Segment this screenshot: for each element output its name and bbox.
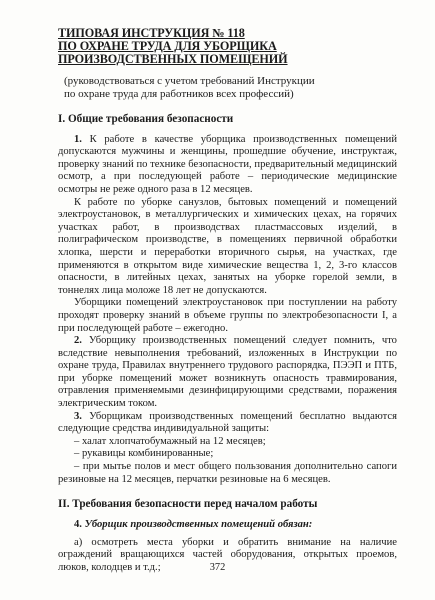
title-line: ПО ОХРАНЕ ТРУДА ДЛЯ УБОРЩИКА (58, 39, 277, 54)
list-item: – рукавицы комбинированные; (74, 448, 214, 460)
paragraph-number: 2. (74, 335, 82, 347)
document-subtitle (64, 75, 397, 101)
paragraph-number: 1. (74, 133, 82, 145)
paragraph: К работе по уборке санузлов, бытовых помещений и помещений электроустановок, в металлургических и химических цехах, на горячих участках работ, в производствах пластмассовых изделий, в полиграфическом производстве, в помещениях первичной обработки хлопка, шерсти и переработки вторичного сырья, на участках, где применяются в открытом виде химические вещества 1, 2, 3-го классов опасности, в литейных цехах, занятых на уборке горелой земли, в тоннелях лица моложе 18 лет не допускаются. (58, 196, 397, 296)
paragraph-text: Уборщику производственных помещений следует помнить, что вследствие невыполнения требований, изложенных в Инструкции по охране труда, Правилах внутреннего трудового распорядка, ПЭЭП и ПТБ, при уборке помещений может возникнуть опасность травмирования, отравления применяемыми дезинфицирующими средствами, поражения электрическим током. (58, 335, 397, 410)
section-heading: II. Требования безопасности перед началом работы (58, 498, 318, 511)
list-item: – халат хлопчатобумажный на 12 месяцев; (74, 435, 266, 447)
paragraph (58, 411, 397, 436)
title-line: ТИПОВАЯ ИНСТРУКЦИЯ № 118 (58, 26, 245, 40)
list-item: – при мытье полов и мест общего пользования дополнительно сапоги резиновые на 12 месяцев, перчатки резиновые на 6 месяцев. (58, 461, 397, 485)
document-title (58, 27, 397, 67)
paragraph: Уборщики помещений электроустановок при поступлении на работу проходят проверку знаний в объеме группы по электробезопасности I, а при последующей работе – ежегодно. (58, 297, 397, 334)
paragraph (58, 519, 397, 532)
paragraph-text: Уборщикам производственных помещений бесплатно выдаются следующие средства индивидуальной защиты: (58, 410, 397, 435)
title-line: ПРОИЗВОДСТВЕННЫХ ПОМЕЩЕНИЙ (58, 52, 288, 67)
paragraph: а) осмотреть места уборки и обратить внимание на наличие ограждений вращающихся частей оборудования, открытых проемов, люков, колодцев и т.д.; (58, 536, 397, 574)
section-heading: I. Общие требования безопасности (58, 112, 234, 125)
paragraph-number: 4. (74, 519, 82, 531)
paragraph (58, 134, 397, 197)
paragraph-text: К работе в качестве уборщика производственных помещений допускаются мужчины и женщины, прошедшие обучение, инструктаж, проверку знаний по технике безопасности, предварительный медицинский осмотр, а при последующей работе – периодические медицинские осмотры не реже одного раза в 12 месяцев. (58, 133, 398, 195)
paragraph-number: 3. (74, 410, 82, 422)
section-body (58, 134, 397, 487)
subtitle-line: (руководствоваться с учетом требований Инструкции (64, 74, 315, 87)
paragraph (58, 335, 397, 411)
page-number: 372 (209, 562, 226, 573)
paragraph-text: Уборщик производственных помещений обязан: (84, 519, 313, 531)
subtitle-line: по охране труда для работников всех профессий) (64, 87, 294, 100)
